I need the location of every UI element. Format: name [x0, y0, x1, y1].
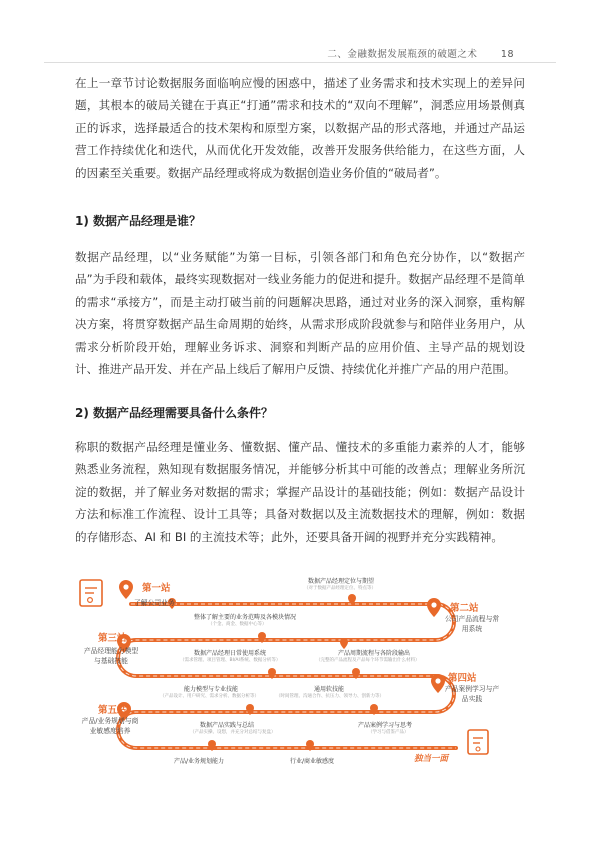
station-4-title: 第四站 [448, 673, 477, 684]
end-document-icon [468, 730, 488, 754]
station-2-pin-icon [427, 598, 441, 617]
station-4-desc: 产品案例学习与产品实践 [444, 685, 500, 703]
station-1-pin-icon [119, 580, 133, 599]
header-divider [44, 62, 556, 63]
label-soft-skills: 通用软技能 [314, 686, 345, 693]
label-capability-model: 能力模型与专业技能 [184, 686, 239, 693]
label-planning-ability: 产品/业务规划能力 [174, 758, 225, 765]
definition-paragraph: 数据产品经理，以“业务赋能”为第一目标，引领各部门和角色充分协作，以“数据产品”为手段和载体，最终实现数据对一线业务能力的促进和提升。数据产品经理不是简单的需求“承接方”，而是主动打破当前的问题解决思路，通过对业务的深入洞察，重构解决方案，将贯穿数据产品生命周期的始终，从需求形成阶段就参与和陪伴业务用户，从需求分析阶段开始，理解业务诉求、洞察和判断产品的应用价值、主导产品的规划设计、推进产品开发、并在产品上线后了解用户反馈、持续优化并推广产品的用户范围。 [75, 250, 525, 377]
career-roadmap-diagram [76, 574, 526, 764]
final-destination-label: 独当一面 [414, 754, 449, 764]
section-heading-1: 1) 数据产品经理是谁？ [75, 214, 202, 228]
station-5-title: 第五站 [98, 705, 127, 716]
station-3-desc: 产品经理能力模型与基础技能 [83, 647, 139, 665]
label-product-lifecycle: 产品周期流程与各阶段输出 [338, 650, 411, 657]
label-product-manager-role-sub: （对于数据产品经理定位、特点等） [304, 586, 376, 591]
station-1-desc: 了解公司业务 [134, 599, 175, 607]
section-heading-2: 2) 数据产品经理需要具备什么条件？ [75, 406, 274, 420]
running-header [327, 46, 514, 60]
station-5-desc: 产品/业务规划与商业敏感度培养 [81, 717, 139, 735]
label-product-practice-sub: （产品实操、设想，并充分对总结与复盘） [190, 730, 276, 735]
label-daily-systems: 数据产品经理日常使用系统 [194, 650, 267, 657]
label-product-practice: 数据产品实践与总结 [200, 722, 255, 729]
label-capability-model-sub: （产品设计、用户研究、需求分析、数据分析等） [160, 694, 259, 699]
label-business-overview-sub: （个金、商金、数据中心等） [208, 622, 267, 627]
label-business-sensitivity: 行业/商业敏感度 [290, 758, 335, 765]
requirements-paragraph: 称职的数据产品经理是懂业务、懂数据、懂产品、懂技术的多重能力素养的人才，能够熟悉业务流程，熟知现有数据服务情况，并能够分析其中可能的改善点；理解业务所沉淀的数据，并了解业务对数据的需求；掌握产品设计的基础技能；例如：数据产品设计方法和标准工作流程、设计工具等；具备对数据以及主流数据技术的理解，例如：数据的存储形态、AI 和 BI 的主流技术等；此外，还要具备开阔的视野并充分实践精神。 [75, 440, 525, 544]
start-document-icon [80, 580, 102, 606]
label-case-study-sub: （学习与借鉴产品） [368, 730, 409, 735]
intro-paragraph: 在上一章节讨论数据服务面临响应慢的困惑中，描述了业务需求和技术实现上的差异问题，其根本的破局关键在于真正“打通”需求和技术的“双向不理解”，洞悉应用场景侧真正的诉求，选择最适合的技术架构和原型方案，以数据产品的形式落地，并通过产品运营工作持续优化和迭代，从而优化开发效能，改善开发服务供给能力，在这些方面，人的因素至关重要。数据产品经理或将成为数据创造业务价值的“破局者”。 [75, 76, 525, 180]
label-product-lifecycle-sub: （完整的产品流程及产品每个环节需输出什么材料） [316, 658, 420, 663]
label-daily-systems-sub: （需求管理、项目管理、BI/AI系统、数据分析等） [180, 658, 281, 663]
label-business-overview: 整体了解主要的业务范畴及各模块情况 [194, 614, 297, 621]
station-2-desc: 公司产品流程与常用系统 [444, 615, 500, 633]
label-case-study: 产品案例学习与思考 [358, 722, 413, 729]
station-2-title: 第二站 [450, 603, 479, 614]
page-number: 18 [500, 49, 514, 60]
station-3-title: 第三站 [98, 633, 127, 644]
station-1-title: 第一站 [142, 583, 171, 594]
section-title: 二、金融数据发展瓶颈的破题之术 [327, 49, 478, 60]
label-soft-skills-sub: （时间管理、沟通合作、抗压力、领导力、创新力等） [276, 694, 384, 699]
label-product-manager-role: 数据产品经理定位与期望 [308, 578, 375, 585]
